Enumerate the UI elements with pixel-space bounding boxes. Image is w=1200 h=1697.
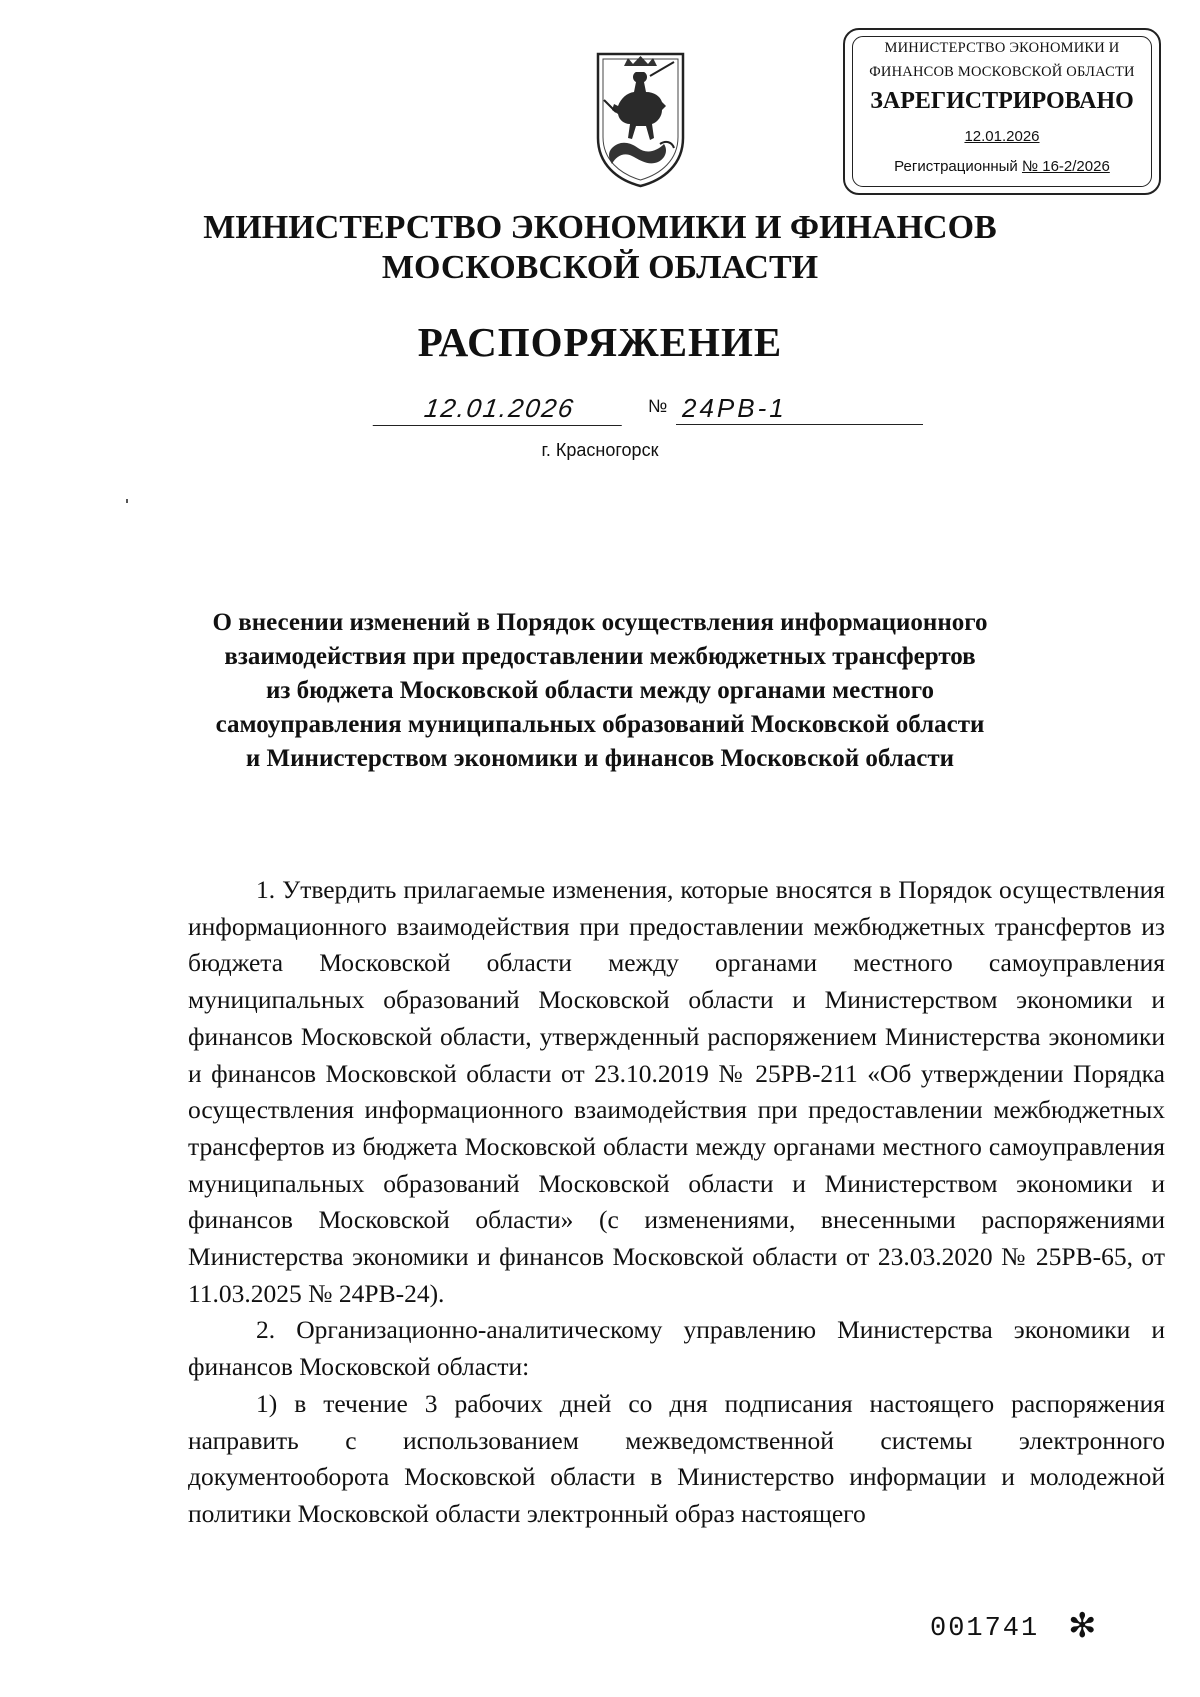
title-line: О внесении изменений в Порядок осуществления информационного [212, 609, 988, 636]
paragraph-2: 2. Организационно-аналитическому управлению Министерства экономики и финансов Московской области: [188, 1315, 1165, 1382]
coat-of-arms-emblem [594, 52, 687, 188]
document-title [190, 606, 1010, 776]
stamp-date: 12.01.2026 [964, 128, 1040, 145]
title-line: взаимодействия при предоставлении межбюджетных трансфертов [224, 643, 976, 670]
title-line: из бюджета Московской области между органами местного [265, 677, 935, 704]
registration-stamp [843, 28, 1161, 195]
document-type-heading: РАСПОРЯЖЕНИЕ [417, 319, 783, 365]
ministry-name-line-1: МИНИСТЕРСТВО ЭКОНОМИКИ И ФИНАНСОВ [203, 209, 997, 246]
stamp-registration-label: Регистрационный [894, 158, 1018, 175]
stamp-registration-number: № 16-2/2026 [1021, 158, 1110, 175]
stamp-line-ministry-2: ФИНАНСОВ МОСКОВСКОЙ ОБЛАСТИ [869, 64, 1135, 80]
order-number: 24РВ-1 [676, 393, 923, 425]
city-name: г. Красногорск [541, 440, 659, 460]
paragraph-1: 1. Утвердить прилагаемые изменения, которые вносятся в Порядок осуществления информационного взаимодействия при предоставлении межбюджетных трансфертов из бюджета Московской области между органами местного самоуправления муниципальных образований Московской области и Министерством экономики и финансов Московской области, утвержденный распоряжением Министерства экономики и финансов Московской области от 23.10.2019 № 25РВ-211 «Об утверждении Порядка осуществления информационного взаимодействия при предоставлении межбюджетных трансфертов из бюджета Московской области между органами местного самоуправления муниципальных образований Московской области и Министерством экономики и финансов Московской области» (с изменениями, внесенными распоряжениями Министерства экономики и финансов Московской области от 23.03.2020 № 25РВ-65, от 11.03.2025 № 24РВ-24). [188, 875, 1165, 1308]
stamp-status: ЗАРЕГИСТРИРОВАНО [870, 88, 1134, 114]
form-serial-number: 001741 [930, 1614, 1040, 1644]
asterisk-mark-icon: ✻ [1068, 1606, 1097, 1646]
order-date: 12.01.2026 [373, 393, 627, 426]
scan-speck [126, 499, 128, 503]
stamp-line-ministry-1: МИНИСТЕРСТВО ЭКОНОМИКИ И [884, 40, 1120, 56]
paragraph-2-item-1: 1) в течение 3 рабочих дней со дня подписания настоящего распоряжения направить с использованием межведомственной системы электронного документооборота Московской области в Министерство информации и молодежной политики Московской области электронный образ настоящего [188, 1388, 1165, 1528]
stamp-registration-row [845, 158, 1159, 175]
title-line: самоуправления муниципальных образований Московской области [215, 711, 985, 738]
document-body [188, 872, 1165, 1533]
number-sign: № [648, 396, 668, 416]
stamp-date-row [845, 128, 1159, 145]
ministry-name-line-2: МОСКОВСКОЙ ОБЛАСТИ [381, 249, 819, 286]
title-line: и Министерством экономики и финансов Московской области [245, 745, 955, 772]
